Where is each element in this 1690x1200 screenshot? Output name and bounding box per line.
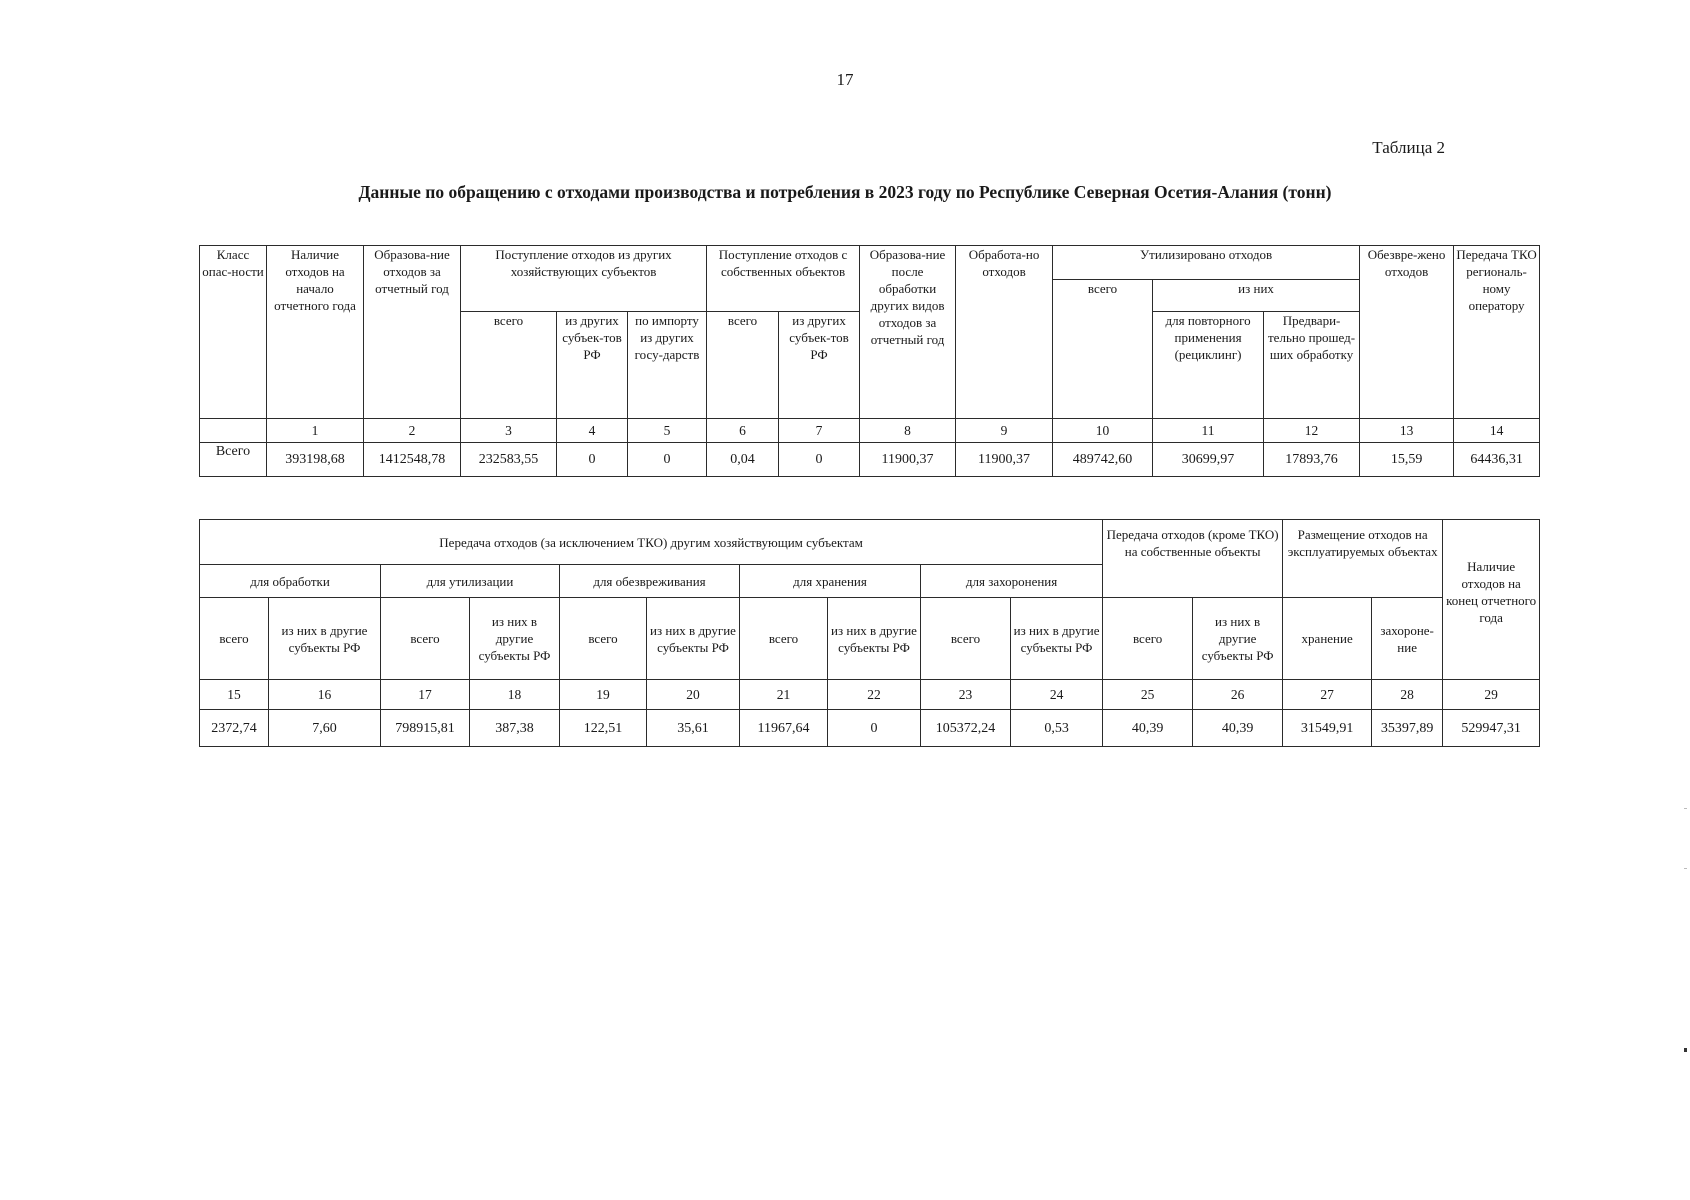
column-number-row (200, 419, 1540, 443)
header-received-import: по импорту из других госу-дарств (628, 312, 707, 419)
column-number: 15 (200, 680, 269, 710)
header-total: всего (381, 598, 470, 680)
table-row-values (200, 710, 1540, 747)
cell-burial-other-regions: 0,53 (1011, 710, 1103, 747)
header-of-them: из них в другие субъекты РФ (269, 598, 381, 680)
column-number: 14 (1454, 419, 1540, 443)
header-own-objects-group: Поступление отходов с собственных объектов (707, 246, 860, 312)
header-own-total: всего (707, 312, 779, 419)
column-number: 21 (740, 680, 828, 710)
cell-own-transfer-other-regions: 40,39 (1193, 710, 1283, 747)
cell-neutralization-total: 122,51 (560, 710, 647, 747)
header-transfer-group: Передача отходов (за исключением ТКО) другим хозяйствующим субъектам (200, 520, 1103, 565)
header-utilized-group: Утилизировано отходов (1053, 246, 1360, 280)
header-total: всего (1103, 598, 1193, 680)
column-number: 22 (828, 680, 921, 710)
cell-received-other-regions: 0 (557, 443, 628, 477)
scan-mark (1684, 868, 1687, 869)
header-start-balance: Наличие отходов на начало отчетного года (267, 246, 364, 419)
cell-recycling: 30699,97 (1153, 443, 1264, 477)
header-own-other-regions: из других субъек-тов РФ (779, 312, 860, 419)
header-recycling: для повторного применения (рециклинг) (1153, 312, 1264, 419)
column-number: 10 (1053, 419, 1153, 443)
header-of-them: из них в другие субъекты РФ (828, 598, 921, 680)
row-label-total: Всего (200, 443, 267, 477)
header-of-them: из них в другие субъекты РФ (470, 598, 560, 680)
header-of-them: из них в другие субъекты РФ (647, 598, 740, 680)
header-hazard-class: Класс опас-ности (200, 246, 267, 419)
column-number: 2 (364, 419, 461, 443)
column-number: 29 (1443, 680, 1540, 710)
column-number-row (200, 680, 1540, 710)
header-for-neutralization: для обезвреживания (560, 565, 740, 598)
header-tko-transfer: Передача ТКО региональ-ному оператору (1454, 246, 1540, 419)
header-neutralized: Обезвре-жено отходов (1360, 246, 1454, 419)
header-pre-processed: Предвари-тельно прошед-ших обработку (1264, 312, 1360, 419)
cell-burial-total: 105372,24 (921, 710, 1011, 747)
cell-placement-storage: 31549,91 (1283, 710, 1372, 747)
cell-storage-total: 11967,64 (740, 710, 828, 747)
cell-received-import: 0 (628, 443, 707, 477)
cell-placement-burial: 35397,89 (1372, 710, 1443, 747)
column-number: 20 (647, 680, 740, 710)
cell-neutralization-other-regions: 35,61 (647, 710, 740, 747)
header-received-group: Поступление отходов из других хозяйствующих субъектов (461, 246, 707, 312)
column-number (200, 419, 267, 443)
waste-transfer-table (199, 519, 1540, 747)
cell-storage-other-regions: 0 (828, 710, 921, 747)
column-number: 13 (1360, 419, 1454, 443)
header-for-processing: для обработки (200, 565, 381, 598)
column-number: 3 (461, 419, 557, 443)
column-number: 9 (956, 419, 1053, 443)
cell-own-transfer-total: 40,39 (1103, 710, 1193, 747)
document-title: Данные по обращению с отходами производства и потребления в 2023 году по Республике Северная Осетия-Алания (тонн) (358, 182, 1332, 202)
header-total: всего (740, 598, 828, 680)
column-number: 11 (1153, 419, 1264, 443)
header-for-storage: для хранения (740, 565, 921, 598)
cell-utilization-other-regions: 387,38 (470, 710, 560, 747)
cell-neutralized: 15,59 (1360, 443, 1454, 477)
header-utilized-total: всего (1053, 280, 1153, 419)
column-number: 7 (779, 419, 860, 443)
waste-summary-table (199, 245, 1540, 477)
header-of-them: из них в другие субъекты РФ (1011, 598, 1103, 680)
cell-utilized-total: 489742,60 (1053, 443, 1153, 477)
cell-own-other-regions: 0 (779, 443, 860, 477)
scan-mark (1684, 1048, 1687, 1052)
column-number: 24 (1011, 680, 1103, 710)
column-number: 12 (1264, 419, 1360, 443)
header-received-other-regions: из других субъек-тов РФ (557, 312, 628, 419)
scan-mark (1684, 808, 1687, 809)
cell-processing-other-regions: 7,60 (269, 710, 381, 747)
column-number: 8 (860, 419, 956, 443)
cell-tko-transfer: 64436,31 (1454, 443, 1540, 477)
cell-processing-total: 2372,74 (200, 710, 269, 747)
column-number: 19 (560, 680, 647, 710)
header-total: всего (560, 598, 647, 680)
cell-pre-processed: 17893,76 (1264, 443, 1360, 477)
column-number: 26 (1193, 680, 1283, 710)
header-generated: Образова-ние отходов за отчетный год (364, 246, 461, 419)
cell-received-total: 232583,55 (461, 443, 557, 477)
header-processed: Обработа-но отходов (956, 246, 1053, 419)
column-number: 5 (628, 419, 707, 443)
table-row-total (200, 443, 1540, 477)
header-of-them: из них (1153, 280, 1360, 312)
column-number: 23 (921, 680, 1011, 710)
header-total: всего (200, 598, 269, 680)
cell-start-balance: 393198,68 (267, 443, 364, 477)
column-number: 6 (707, 419, 779, 443)
column-number: 1 (267, 419, 364, 443)
cell-utilization-total: 798915,81 (381, 710, 470, 747)
table-label: Таблица 2 (1372, 138, 1445, 157)
column-number: 25 (1103, 680, 1193, 710)
header-after-processing: Образова-ние после обработки других видов отходов за отчетный год (860, 246, 956, 419)
column-number: 27 (1283, 680, 1372, 710)
cell-generated: 1412548,78 (364, 443, 461, 477)
cell-after-processing: 11900,37 (860, 443, 956, 477)
header-storage: хранение (1283, 598, 1372, 680)
column-number: 16 (269, 680, 381, 710)
header-of-them: из них в другие субъекты РФ (1193, 598, 1283, 680)
header-received-total: всего (461, 312, 557, 419)
page-number: 17 (836, 70, 854, 89)
cell-processed: 11900,37 (956, 443, 1053, 477)
header-total: всего (921, 598, 1011, 680)
header-for-utilization: для утилизации (381, 565, 560, 598)
column-number: 18 (470, 680, 560, 710)
header-burial: захороне-ние (1372, 598, 1443, 680)
header-for-burial: для захоронения (921, 565, 1103, 598)
header-placement: Размещение отходов на эксплуатируемых объектах (1283, 520, 1443, 598)
column-number: 17 (381, 680, 470, 710)
column-number: 28 (1372, 680, 1443, 710)
cell-own-total: 0,04 (707, 443, 779, 477)
header-end-balance: Наличие отходов на конец отчетного года (1443, 520, 1540, 680)
header-own-transfer: Передача отходов (кроме ТКО) на собственные объекты (1103, 520, 1283, 598)
column-number: 4 (557, 419, 628, 443)
cell-end-balance: 529947,31 (1443, 710, 1540, 747)
